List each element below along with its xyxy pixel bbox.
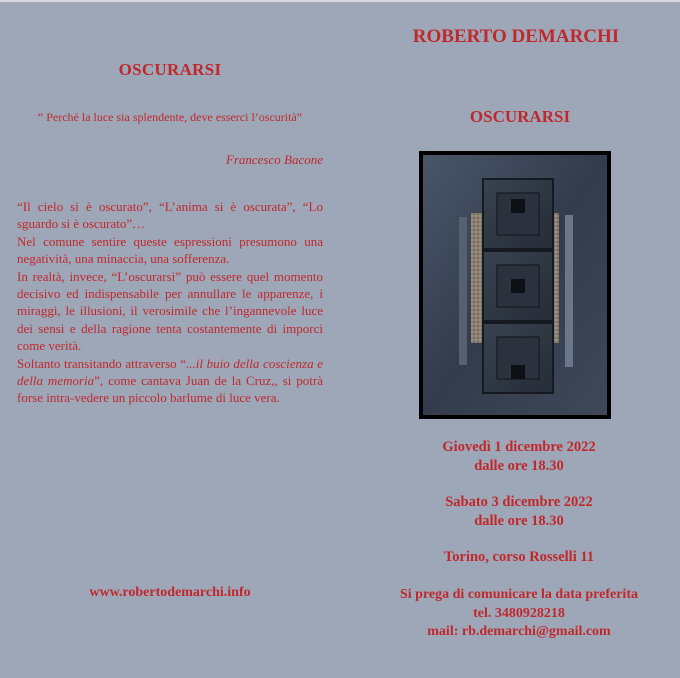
contact-mail[interactable]: mail: rb.demarchi@gmail.com <box>427 624 611 639</box>
event-1-date: Giovedì 1 dicembre 2022 <box>442 439 596 455</box>
paragraph-4 <box>17 355 323 407</box>
quote-author: Francesco Bacone <box>225 152 323 167</box>
paragraph-4-italic: ...il buio della coscienza e della memoria <box>17 355 323 389</box>
left-title: OSCURARSI <box>118 60 222 79</box>
event-2-date: Sabato 3 dicembre 2022 <box>445 494 593 510</box>
quote: “ Perché la luce sia splendente, deve esserci l’oscurità” <box>37 110 303 124</box>
exhibition-title: OSCURARSI <box>469 107 571 126</box>
event-2-time: dalle ore 18.30 <box>474 512 564 529</box>
location: Torino, corso Rosselli 11 <box>443 549 595 565</box>
paragraph-4-after: ”, come cantava Juan de la Cruz,, si potrà forse intra-vedere un piccolo barlume di luce vera. <box>17 373 323 406</box>
events <box>360 438 678 567</box>
paragraph-3: In realtà, invece, “L’oscurarsi” può essere quel momento decisivo ed indispensabile per annullare le apparenze, i miraggi, le illusioni, il verosimile che l’ingannevole luce dei sensi e della ragione tenta costantemente di imporci come verità. <box>17 268 323 354</box>
body-text <box>17 198 323 407</box>
top-border <box>0 0 680 2</box>
artwork-image <box>419 151 611 419</box>
contact-phone: tel. 3480928218 <box>473 605 565 621</box>
event-1-time: dalle ore 18.30 <box>474 457 564 474</box>
website-link[interactable]: www.robertodemarchi.info <box>89 585 251 600</box>
paragraph-1: “Il cielo si è oscurato”, “L’anima si è oscurata”, “Lo sguardo si è oscurato”… <box>17 199 323 232</box>
paragraph-4-before: Soltanto transitando attraverso “ <box>17 355 187 371</box>
artist-name: ROBERTO DEMARCHI <box>412 26 620 47</box>
paragraph-2: Nel comune sentire queste espressioni presumono una negatività, una minaccia, una sofferenza. <box>17 233 323 267</box>
contact-note: Si prega di comunicare la data preferita <box>400 587 638 602</box>
contact-block <box>360 586 678 642</box>
